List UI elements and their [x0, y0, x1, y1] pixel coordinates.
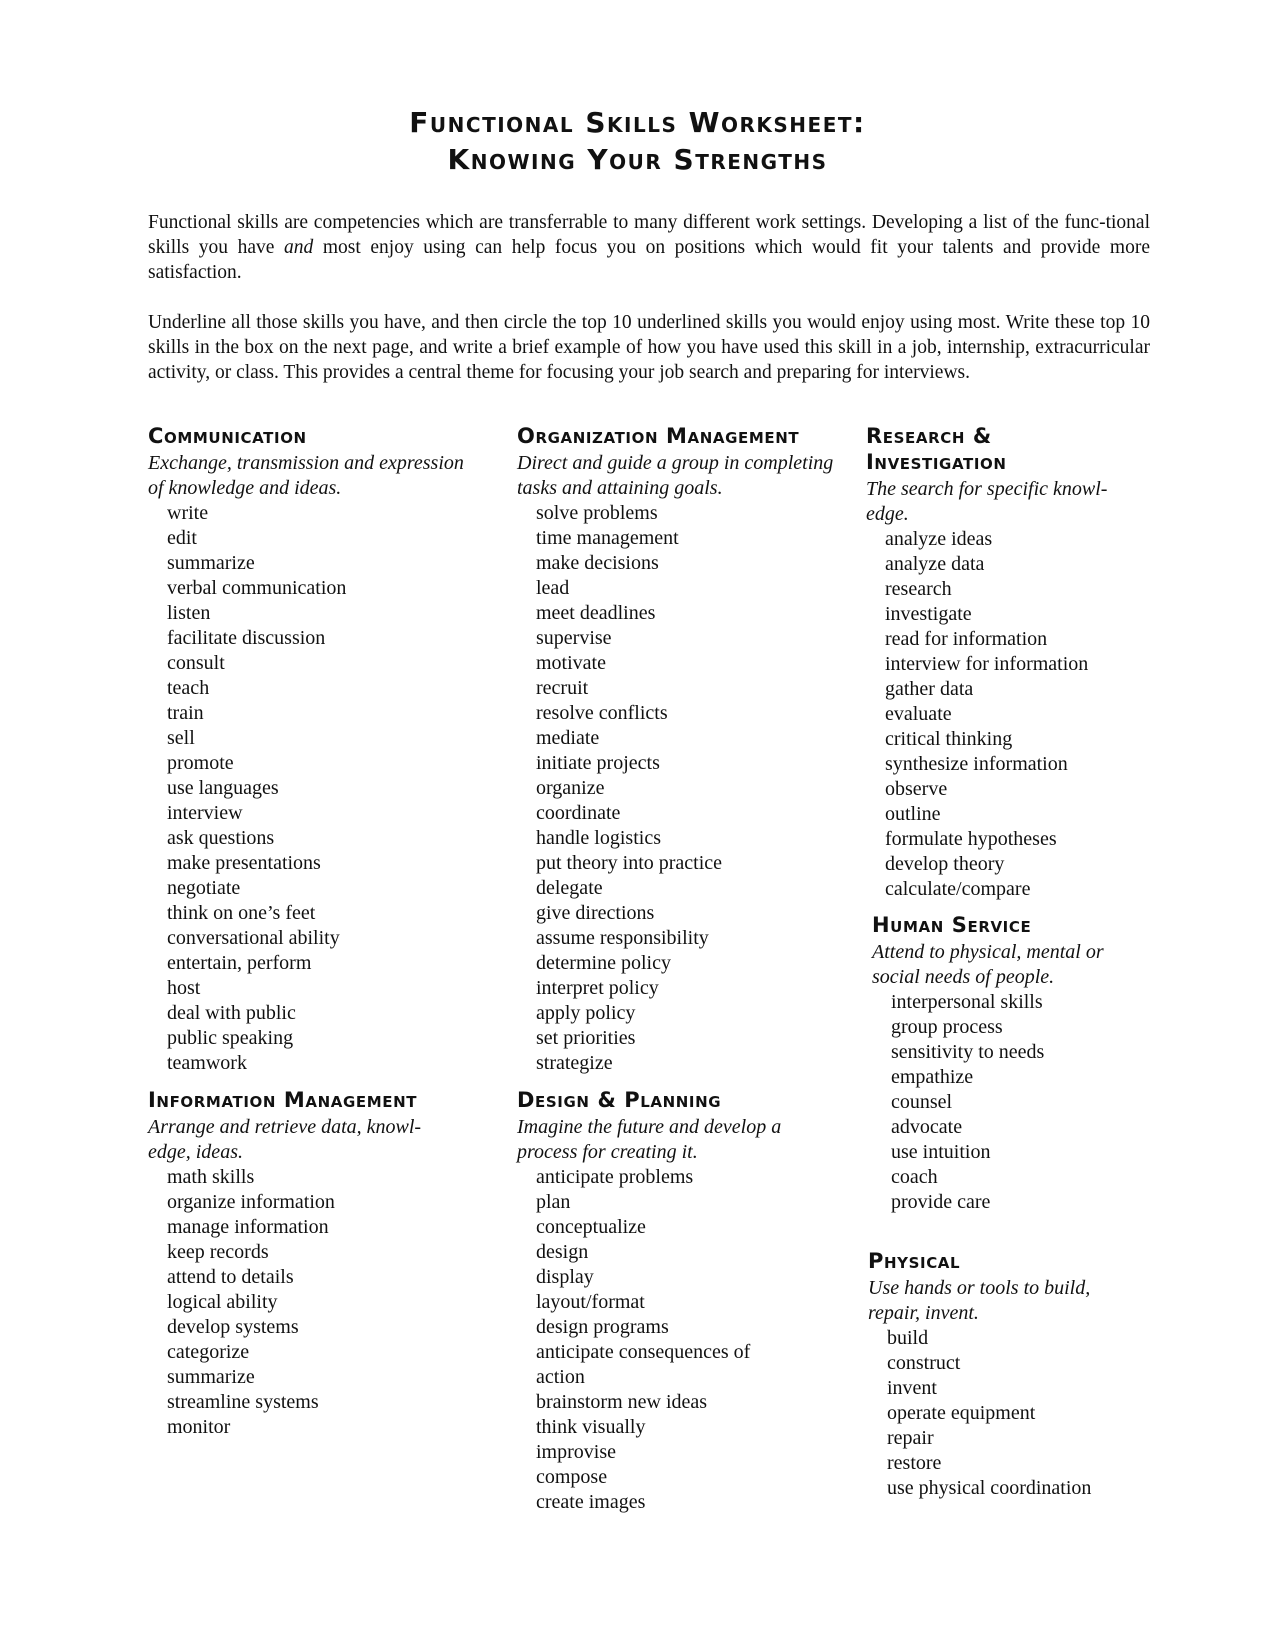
- skill-item: edit: [167, 527, 197, 549]
- skill-item: design programs: [536, 1316, 669, 1338]
- skill-item: sell: [167, 727, 195, 749]
- skill-item: write: [167, 502, 209, 524]
- skill-list: [872, 990, 1112, 1215]
- skill-item: research: [885, 578, 952, 600]
- skill-item: empathize: [891, 1066, 974, 1088]
- skill-item: interview for information: [885, 653, 1089, 675]
- intro-paragraph-2: Underline all those skills you have, and then circle the top 10 underlined skills you would enjoy using most. Write these top 10 skills in the box on the next page, and write a brief example of how you have used this skill in a job, internship, extracurricular activity, or class. This provides a central theme for focusing your job search and preparing for interviews.: [148, 312, 1150, 383]
- section-description: Exchange, transmission and expression of knowledge and ideas.: [148, 452, 464, 499]
- skill-item: coach: [891, 1166, 938, 1188]
- section-organization-management: [517, 423, 852, 1076]
- skill-list: [517, 1165, 802, 1515]
- skill-item: summarize: [167, 1366, 255, 1388]
- skill-item: listen: [167, 602, 211, 624]
- skill-item: facilitate discussion: [167, 627, 326, 649]
- title-line-2: Knowing Your Strengths: [447, 143, 828, 176]
- skill-item: entertain, perform: [167, 952, 312, 974]
- skill-list: [868, 1326, 1108, 1501]
- intro-p1-emphasis: and: [284, 237, 314, 258]
- skill-item: outline: [885, 803, 941, 825]
- skill-item: recruit: [536, 677, 589, 699]
- skill-item: make decisions: [536, 552, 659, 574]
- skill-item: develop theory: [885, 853, 1005, 875]
- skill-item: design: [536, 1241, 589, 1263]
- intro-p1-end: most enjoy using can help focus you on positions which would fit your talents and provide more satisfaction.: [148, 237, 1150, 283]
- skill-item: motivate: [536, 652, 606, 674]
- skill-item: anticipate problems: [536, 1166, 694, 1188]
- skill-item: synthesize information: [885, 753, 1068, 775]
- intro-p1-start: Functional skills are competencies which are transferrable to many different work settings. Developing a list of the func-tional skills you have: [148, 212, 1150, 258]
- skill-item: coordinate: [536, 802, 621, 824]
- skill-item: interview: [167, 802, 243, 824]
- skill-item: gather data: [885, 678, 974, 700]
- skill-item: train: [167, 702, 204, 724]
- skill-item: mediate: [536, 727, 600, 749]
- skill-item: repair: [887, 1427, 934, 1449]
- skill-item: promote: [167, 752, 234, 774]
- skill-item: handle logistics: [536, 827, 661, 849]
- skill-item: manage information: [167, 1216, 329, 1238]
- title-line-1: Functional Skills Worksheet:: [409, 106, 866, 139]
- section-title: Human Service: [872, 913, 1032, 937]
- skill-item: counsel: [891, 1091, 953, 1113]
- skill-list: [517, 501, 852, 1076]
- skill-item: make presentations: [167, 852, 321, 874]
- skill-item: operate equipment: [887, 1402, 1036, 1424]
- skill-item: put theory into practice: [536, 852, 723, 874]
- section-title: Information Management: [148, 1088, 418, 1112]
- section-research-investigation: [866, 423, 1121, 902]
- skill-item: negotiate: [167, 877, 241, 899]
- skill-item: brainstorm new ideas: [536, 1391, 708, 1413]
- skill-item: strategize: [536, 1052, 613, 1074]
- skill-item: think visually: [536, 1416, 646, 1438]
- section-title: Physical: [868, 1249, 961, 1273]
- skill-item: formulate hypotheses: [885, 828, 1057, 850]
- section-description: The search for specific knowl-edge.: [866, 478, 1108, 525]
- skill-list: [866, 527, 1121, 902]
- skill-item: interpret policy: [536, 977, 659, 999]
- skill-item: math skills: [167, 1166, 255, 1188]
- skill-item: construct: [887, 1352, 961, 1374]
- skill-item: determine policy: [536, 952, 671, 974]
- skill-item: attend to details: [167, 1266, 294, 1288]
- intro-paragraph-1: [148, 210, 1150, 285]
- skill-item: use intuition: [891, 1141, 991, 1163]
- skill-item: display: [536, 1266, 594, 1288]
- skill-item: read for information: [885, 628, 1048, 650]
- skill-item: invent: [887, 1377, 937, 1399]
- skill-item: teamwork: [167, 1052, 247, 1074]
- skill-item: conversational ability: [167, 927, 340, 949]
- section-title: Research & Investigation: [866, 424, 1007, 474]
- section-description: Imagine the future and develop a process for creating it.: [517, 1116, 782, 1163]
- section-description: Arrange and retrieve data, knowl-edge, ideas.: [148, 1116, 422, 1163]
- skill-list: [148, 1165, 438, 1440]
- skill-item: advocate: [891, 1116, 963, 1138]
- skill-item: host: [167, 977, 201, 999]
- skill-item: think on one’s feet: [167, 902, 316, 924]
- skill-item: restore: [887, 1452, 942, 1474]
- worksheet-title: [0, 104, 1275, 178]
- skill-item: meet deadlines: [536, 602, 656, 624]
- skill-item: evaluate: [885, 703, 952, 725]
- section-title: Communication: [148, 424, 307, 448]
- skill-item: analyze data: [885, 553, 985, 575]
- skill-item: logical ability: [167, 1291, 278, 1313]
- skill-list: [148, 501, 483, 1076]
- skill-item: solve problems: [536, 502, 658, 524]
- skill-item: categorize: [167, 1341, 250, 1363]
- section-description: Use hands or tools to build, repair, invent.: [868, 1277, 1091, 1324]
- skill-item: ask questions: [167, 827, 275, 849]
- skill-item: supervise: [536, 627, 612, 649]
- skill-item: give directions: [536, 902, 655, 924]
- skill-item: monitor: [167, 1416, 231, 1438]
- skill-item: plan: [536, 1191, 571, 1213]
- skill-item: time management: [536, 527, 679, 549]
- section-physical: [868, 1248, 1108, 1501]
- skill-item: lead: [536, 577, 570, 599]
- skill-item: analyze ideas: [885, 528, 993, 550]
- skill-item: organize: [536, 777, 605, 799]
- skill-item: deal with public: [167, 1002, 296, 1024]
- skill-item: use physical coordination: [887, 1477, 1092, 1499]
- skill-item: streamline systems: [167, 1391, 319, 1413]
- skill-item: group process: [891, 1016, 1003, 1038]
- skill-item: improvise: [536, 1441, 616, 1463]
- section-title: Design & Planning: [517, 1088, 722, 1112]
- skill-item: observe: [885, 778, 948, 800]
- skill-item: investigate: [885, 603, 972, 625]
- section-human-service: [872, 912, 1112, 1215]
- section-description: Direct and guide a group in completing tasks and attaining goals.: [517, 452, 834, 499]
- skill-item: critical thinking: [885, 728, 1013, 750]
- skill-item: set priorities: [536, 1027, 636, 1049]
- skill-item: keep records: [167, 1241, 269, 1263]
- skill-item: layout/format: [536, 1291, 645, 1313]
- skill-item: summarize: [167, 552, 255, 574]
- skill-item: teach: [167, 677, 210, 699]
- section-communication: [148, 423, 483, 1076]
- skill-item: compose: [536, 1466, 608, 1488]
- skill-item: calculate/compare: [885, 878, 1031, 900]
- section-title: Organization Management: [517, 424, 800, 448]
- skill-item: develop systems: [167, 1316, 299, 1338]
- skill-item: assume responsibility: [536, 927, 709, 949]
- skill-item: sensitivity to needs: [891, 1041, 1045, 1063]
- skill-item: build: [887, 1327, 929, 1349]
- skill-item: delegate: [536, 877, 603, 899]
- skill-item: use languages: [167, 777, 279, 799]
- skill-item: organize information: [167, 1191, 335, 1213]
- skill-item: anticipate consequences of action: [536, 1341, 751, 1388]
- skill-item: create images: [536, 1491, 646, 1513]
- skill-item: verbal communication: [167, 577, 347, 599]
- section-description: Attend to physical, mental or social needs of people.: [872, 941, 1104, 988]
- skill-item: public speaking: [167, 1027, 294, 1049]
- skill-item: initiate projects: [536, 752, 660, 774]
- section-information-management: [148, 1087, 438, 1440]
- skill-item: provide care: [891, 1191, 991, 1213]
- skill-item: interpersonal skills: [891, 991, 1043, 1013]
- skill-item: consult: [167, 652, 225, 674]
- skill-item: apply policy: [536, 1002, 636, 1024]
- skill-item: conceptualize: [536, 1216, 646, 1238]
- skill-item: resolve conflicts: [536, 702, 668, 724]
- section-design-planning: [517, 1087, 802, 1515]
